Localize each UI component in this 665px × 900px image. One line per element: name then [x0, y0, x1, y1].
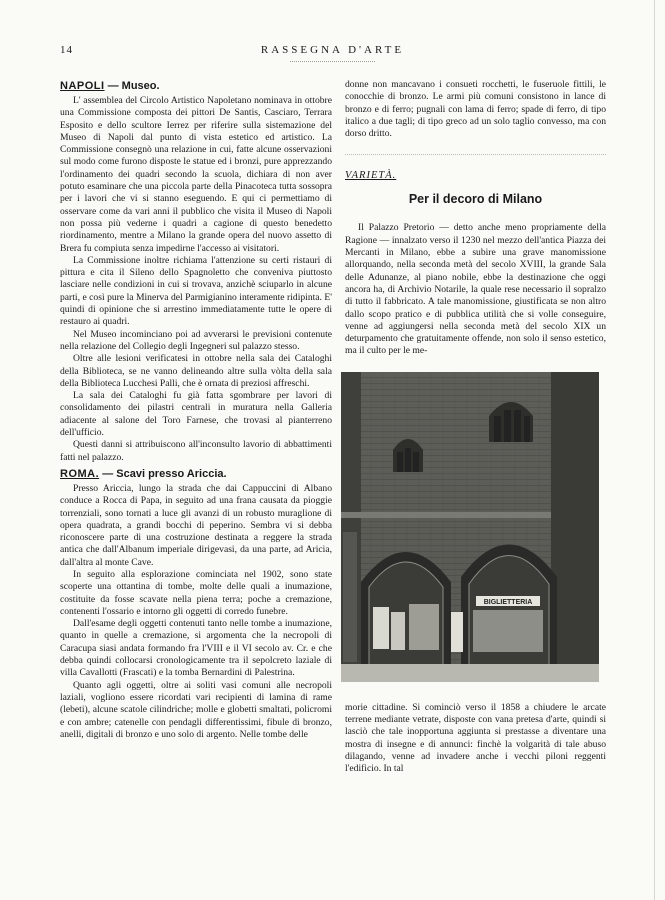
napoli-paragraph: La Commissione inoltre richiama l'attenzione su certi ristauri di pittura e cita il Sileno dello Spagnoletto che conveniva piuttosto lasciare nelle condizioni in cui si trovava, anzichè sciuparlo in alcune parti, e così pure la Minerva del Parmigianino interamente ridipinta. E' quindi di opinione che si arrestino immediatamente tutte le opere di restauro ai quadri.: [60, 254, 332, 328]
roma-paragraph: In seguito alla esplorazione cominciata nel 1902, sono state scoperte una ottantina di tombe, molte delle quali a inumazione, costituite da fosse scavate nella piena terra; poche a cremazione, contenenti l'ossario e intorno gli oggetti di corredo funebre.: [60, 568, 332, 617]
right-pillar: [551, 372, 599, 672]
roma-paragraph: Dall'esame degli oggetti contenuti tanto nelle tombe a inumazione, quanto in quelle a cremazione, si argomenta che la necropoli di Caracupa siasi andata formando fra l'VIII e il VI secolo av. Cr. e che debba quindi collocarsi cronologicamente tra il sepolcreto laziale di villa Cavallotti (Frascati) e la tomba Bernardini di Palestrina.: [60, 618, 332, 679]
napoli-title: — Museo.: [104, 80, 160, 92]
string-course: [341, 512, 551, 518]
running-head: RASSEGNA D'ARTE: [260, 44, 405, 56]
article-paragraph: morie cittadine. Si cominciò verso il 1858 a chiudere le arcate terrene mediante vetrate, disposte con vana pretesa d'arte, quindi si lasciò che tale inopportuna aggiunta si prestasse a diventare una mostra di insegne e di annunci: finchè la volgarità di tale abuso dilagando, venne ad invadere anche i vecchi piloni reggenti l'edificio. In tal: [345, 701, 606, 775]
roma-paragraph: Quanto agli oggetti, oltre ai soliti vasi comuni alle necropoli laziali, vogliono essere ricordati vari recipienti di lamina di rame (lebeti), alcune scatole cilindriche; molle e globetti smaltati, policromi e con ambre; catenelle con pendagli differentissimi, fibule di bronzo, anelli, digitali di bronzo e uno solo di argento. Nelle tombe delle: [60, 679, 332, 740]
poster: [451, 612, 463, 652]
roma-place: ROMA.: [60, 467, 100, 480]
roma-paragraph: Presso Ariccia, lungo la strada che dai Cappuccini di Albano conduce a Rocca di Papa, in seguito ad una frana causata da pioggie torrenziali, sono tornati a luce gli avanzi di un robusto muraglione di opera quadrata, a grandi bocchi di peperino. Sembra vi si debba riconoscere parte di una costruzione destinata a reggere la strada antica che dall'Albanum imperiale dirigevasi, da una parte, ad Aricia, dall'altra al monte Cave.: [60, 482, 332, 568]
palazzo-photograph: [341, 372, 599, 682]
section-divider: [345, 154, 606, 156]
poster: [391, 612, 405, 650]
napoli-paragraph: La sala dei Cataloghi fu già fatta sgombrare per lavori di consolidamento dei pilastri centrali in muratura nella Galleria adiacente al salone del Toro Farnese, che trovasi al pianterreno dell'ufficio.: [60, 390, 332, 439]
napoli-paragraph: L' assemblea del Circolo Artistico Napoletano nominava in ottobre una Commissione composta dei pittori De Santis, Casciaro, Terrara Esposito e dello scultore Ierrez per riferire sulla sistemazione del Museo di Napoli dal punto di vista estetico ed artistico. La Commissione consegnò una relazione in cui, fatte alcune osservazioni sul modo come furono disposte le statue ed i bronzi, pure apprezzando l'ordinamento dei quadri secondo la scuola, dichiara di non aver potuto esaminare che una piccola parte della Pinacoteca tutta sossopra per i lavori che vi si stanno eseguendo. E qui ci permettiamo di osservare come da vari anni il pubblico che visita il Museo di Napoli non possa più vederne i quadri a cagione di questo benedetto riordinamento, mentre a Milano la grande opera del nuovo assetto di Brera fu compiuta senza impedirne l'accesso ai visitatori.: [60, 95, 332, 254]
section-label: VARIETÀ.: [345, 170, 397, 182]
side-posters: [343, 532, 357, 662]
napoli-place: NAPOLI: [60, 80, 105, 92]
napoli-heading: [60, 79, 332, 93]
page-edge: [654, 0, 655, 900]
shop-window: [409, 604, 439, 650]
left-column: [60, 79, 332, 741]
right-column: [345, 79, 606, 776]
article-title: Per il decoro di Milano: [408, 192, 543, 207]
page-number: 14: [60, 44, 73, 56]
shop-window: [473, 610, 543, 652]
roma-heading: [60, 467, 332, 481]
poster: [373, 607, 389, 649]
napoli-paragraph: Nel Museo incominciano poi ad avverarsi le previsioni contenute nella relazione del Collegio degli Ingegneri sul palazzo stesso.: [60, 328, 332, 352]
street-pavement: [341, 664, 599, 682]
roma-title: — Scavi presso Ariccia.: [99, 467, 227, 480]
article-paragraph: Il Palazzo Pretorio — detto anche meno propriamente della Ragione — innalzato verso il 1230 nel mezzo dell'antica Piazza dei Mercanti in Milano, ebbe a subire una grave manomissione allorquando, nella seconda metà del secolo XVIII, la grande Sala delle Adunanze, al piano nobile, ebbe la destinazione che oggi ancora ha, di Archivio Notarile, la quale rese necessario il sopralzo di tutto il fabbricato. A tale manomissione, giustificata se non altro dallo scopo pratico e di pubblica utilità che si volle conseguire, venne ad aggiungersi nella seconda metà del secolo XIX un deturpamento che gratuitamente offende, non solo il senso estetico, ma il culto per le me-: [345, 222, 606, 357]
roma-continuation: donne non mancavano i consueti rocchetti, le fuseruole fittili, le conocchie di bronzo. Le armi più comuni consistono in lance di bronzo e di ferro; pugnali con lama di ferro; spade di ferro, di tipo italico a due tagli; di tipo greco ad un solo taglio convesso, ma con dorso dritto.: [345, 79, 606, 140]
shop-sign-text: BIGLIETTERIA: [483, 598, 533, 606]
head-ornament-rule: [290, 61, 375, 62]
napoli-paragraph: Oltre alle lesioni verificatesi in ottobre nella sala dei Cataloghi della Biblioteca, se ne vanno delineando altre sulla vòlta della sala della Biblioteca Lucchesi Palli, che è ornata di preziosi affreschi.: [60, 353, 332, 389]
arcade: [461, 544, 557, 672]
napoli-paragraph: Questi danni si attribuiscono all'inconsulto lavorio di abbattimenti fatti nel palazzo.: [60, 439, 332, 463]
